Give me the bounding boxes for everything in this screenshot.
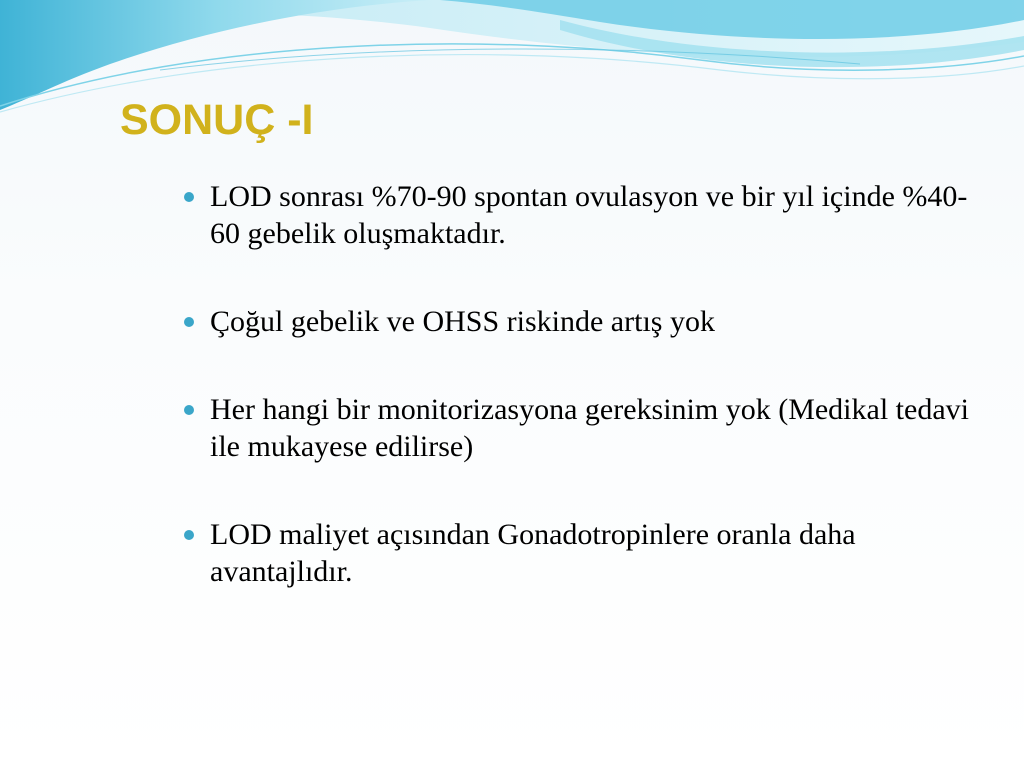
bullet-text: LOD sonrası %70-90 spontan ovulasyon ve bir yıl içinde %40-60 gebelik oluşmaktadır. <box>210 180 968 250</box>
bullet-dot-icon <box>184 405 194 415</box>
bullet-list <box>180 178 980 641</box>
bullet-text: LOD maliyet açısından Gonadotropinlere oranla daha avantajlıdır. <box>210 518 856 588</box>
slide-title: SONUÇ -I <box>120 96 314 144</box>
bullet-text: Her hangi bir monitorizasyona gereksinim yok (Medikal tedavi ile mukayese edilirse) <box>210 393 969 463</box>
bullet-dot-icon <box>184 192 194 202</box>
bullet-item <box>180 178 980 252</box>
bullet-text: Çoğul gebelik ve OHSS riskinde artış yok <box>210 305 715 338</box>
bullet-dot-icon <box>184 317 194 327</box>
bullet-item <box>180 303 980 340</box>
bullet-item <box>180 516 980 590</box>
bullet-item <box>180 391 980 465</box>
bullet-dot-icon <box>184 530 194 540</box>
